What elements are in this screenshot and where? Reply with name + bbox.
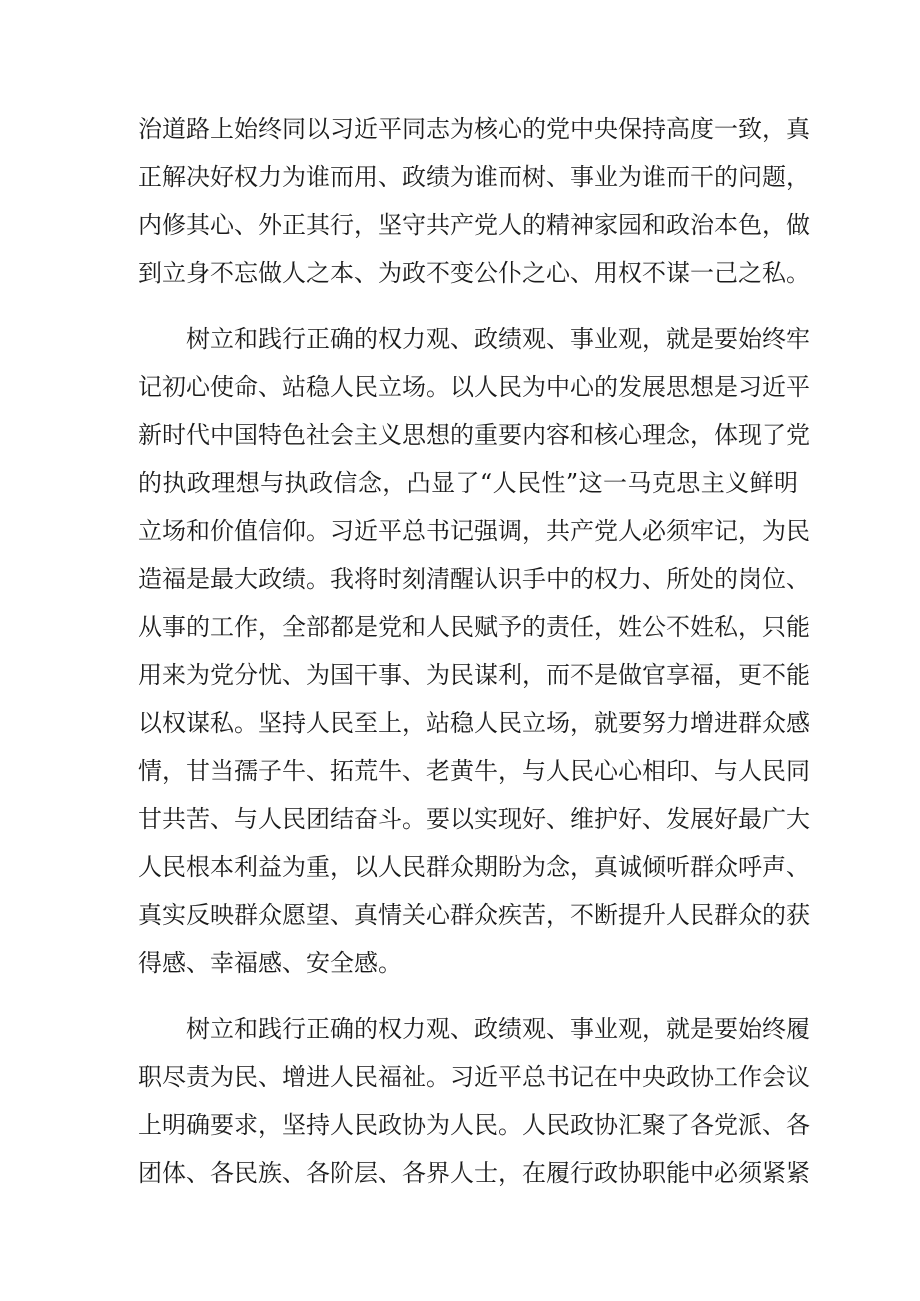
document-body: [138, 111, 810, 1191]
text-line: 团体、各民族、各阶层、各界人士，在履行政协职能中必须紧紧: [138, 1159, 810, 1187]
text-line: 情，甘当孺子牛、拓荒牛、老黄牛，与人民心心相印、与人民同: [138, 757, 810, 785]
text-line: 立场和价值信仰。习近平总书记强调，共产党人必须牢记，为民: [138, 517, 810, 545]
text-line: 记初心使命、站稳人民立场。以人民为中心的发展思想是习近平: [138, 373, 810, 401]
text-line: 从事的工作，全部都是党和人民赋予的责任，姓公不姓私，只能: [138, 613, 810, 641]
text-line: 新时代中国特色社会主义思想的重要内容和核心理念，体现了党: [138, 421, 810, 449]
text-line: 得感、幸福感、安全感。: [138, 949, 402, 977]
text-line: 造福是最大政绩。我将时刻清醒认识手中的权力、所处的岗位、: [138, 565, 810, 593]
text-line: 的执政理想与执政信念，凸显了“人民性”这一马克思主义鲜明: [138, 469, 798, 497]
text-line: 治道路上始终同以习近平同志为核心的党中央保持高度一致，真: [138, 115, 810, 143]
text-line: 甘共苦、与人民团结奋斗。要以实现好、维护好、发展好最广大: [138, 805, 810, 833]
text-line: 上明确要求，坚持人民政协为人民。人民政协汇聚了各党派、各: [138, 1111, 810, 1139]
paragraph-2: [138, 321, 810, 981]
paragraph-1: [138, 111, 810, 291]
text-line: 树立和践行正确的权力观、政绩观、事业观，就是要始终牢: [186, 325, 810, 353]
paragraph-3: [138, 1011, 810, 1191]
text-line: 内修其心、外正其行，坚守共产党人的精神家园和政治本色，做: [138, 211, 810, 239]
text-line: 到立身不忘做人之本、为政不变公仆之心、用权不谋一己之私。: [138, 259, 810, 287]
text-line: 用来为党分忧、为国干事、为民谋利，而不是做官享福，更不能: [138, 661, 810, 689]
text-line: 树立和践行正确的权力观、政绩观、事业观，就是要始终履: [186, 1015, 810, 1043]
text-line: 职尽责为民、增进人民福祉。习近平总书记在中央政协工作会议: [138, 1063, 810, 1091]
text-line: 人民根本利益为重，以人民群众期盼为念，真诚倾听群众呼声、: [138, 853, 810, 881]
text-line: 以权谋私。坚持人民至上，站稳人民立场，就要努力增进群众感: [138, 709, 810, 737]
text-line: 真实反映群众愿望、真情关心群众疾苦，不断提升人民群众的获: [138, 901, 810, 929]
text-line: 正解决好权力为谁而用、政绩为谁而树、事业为谁而干的问题，: [138, 163, 810, 191]
